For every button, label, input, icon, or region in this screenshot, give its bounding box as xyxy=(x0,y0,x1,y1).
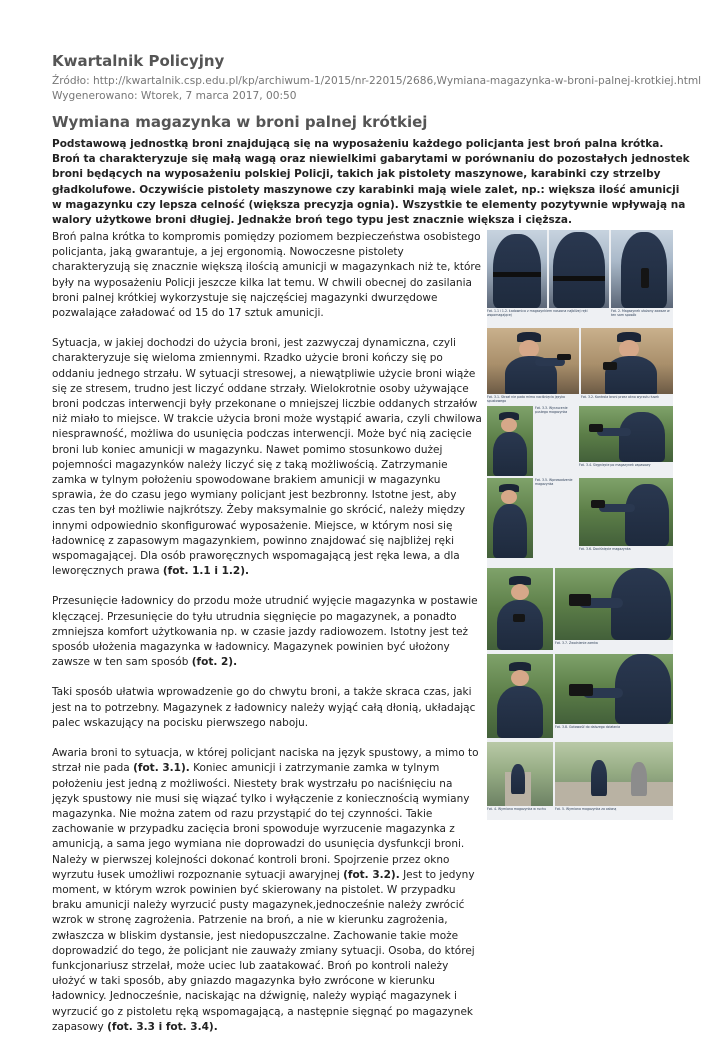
photo-step-wide-1 xyxy=(579,406,673,462)
article-title: Wymiana magazynka w broni palnej krótkiej xyxy=(52,113,428,131)
photo-ref-3: (fot. 3.1). xyxy=(133,762,190,775)
paragraph-5-text-b: Koniec amunicji i zatrzymanie zamka w tylnym położeniu jest jedną z możliwości. Niestety brak wystrzału po naciśnięciu na język spustowy nie musi się wiązać tylko i wyłączenie z koniecznością wymiany magazynka. Nie można zatem od razu przystąpić do tej czynności. Takie zachowanie w przypadku zacięcia broni spowoduje wyrzucenie magazynka z amunicją, a sama jego wymiana nie doprowadzi do usunięcia dysfunkcji broni. Należy w pierwszej kolejności dokonać kontroli broni. Spojrzenie przez okno wyrzutu łusek umożliwi rozpoznanie sytuacji awaryjnej xyxy=(52,762,470,881)
photo-outdoor-2 xyxy=(555,742,673,806)
source-url: Źródło: http://kwartalnik.csp.edu.pl/kp/archiwum-1/2015/nr-22015/2686,Wymiana-magazynka-w-broni-palnej-krotkiej.html xyxy=(52,75,702,87)
caption-11: Fot. 4. Wymiana magazynka w ruchu xyxy=(487,807,553,819)
caption-6: Fot. 3.4. Sięgnięcie po magazynek zapasowy xyxy=(579,463,673,475)
paragraph-5-text-c: Jest to jedyny moment, w którym wzrok powinien być skierowany na pistolet. W przypadku braku amunicji należy wyrzucić pusty magazynek,jednocześnie należy zwrócić wzrok w stronę zagrożenia. Patrzenie na broń, a nie w kierunku zagrożenia, zwłaszcza w bliskim dystansie, jest niedopuszczalne. Zachowanie takie może doprowadzić do tego, że policjant nie zauważy zmiany sytuacji. Osoba, do której funkcjonariusz strzelał, może uciec lub zaatakować. Broń po kontroli należy ułożyć w taki sposób, aby gniazdo magazynka było zwrócone w kierunku ładownicy. Jednocześnie, naciskając na dźwignię, należy wypiąć magazynek i wyrzucić go z pistoletu ręką wspomagającą, a następnie sięgnąć po magazynek zapasowy xyxy=(52,868,475,1033)
photo-step-small-2 xyxy=(487,478,533,558)
photo-ref-5: (fot. 3.3 i fot. 3.4). xyxy=(107,1020,218,1033)
photo-step-mid-2 xyxy=(487,654,553,738)
paragraph-3-text: Przesunięcie ładownicy do przodu może utrudnić wyjęcie magazynka w postawie klęczącej. Przesunięcie do tyłu utrudnia sięgnięcie po magazynek, a ponadto zmniejsza komfort użytkowania np. w czasie jazdy radiowozem. Istotny jest też sposób ułożenia magazynka w ładownicy. Magazynek powinien być ułożony zawsze w ten sam sposób xyxy=(52,595,478,669)
photo-ref-1: (fot. 1.1 i 1.2). xyxy=(162,565,250,578)
caption-5: Fot. 3.3. Wyrzucenie pustego magazynka xyxy=(535,406,577,476)
photo-aiming-2 xyxy=(581,328,673,394)
caption-4: Fot. 3.2. Kontrola broni przez okno wyrzutu łusek xyxy=(581,395,673,405)
caption-3: Fot. 3.1. Strzał nie pada mimo naciśnięcia języka spustowego xyxy=(487,395,579,405)
photo-closeup-1 xyxy=(555,568,673,640)
article-lead: Podstawową jednostką broni znajdującą się na wyposażeniu każdego policjanta jest broń palna krótka. Broń ta charakteryzuje się małą wagą oraz niewielkimi gabarytami w porównaniu do pozostałych jednostek broni będących na wyposażeniu polskiej Policji, takich jak pistolety maszynowe, karabinki czy strzelby gładkolufowe. Oczywiście pistolety maszynowe czy karabinki mają wiele zalet, np.: większa ilość amunicji w magazynku czy lepsza celność (większa precyzja ognia). Wszystkie te elementy pozytywnie wpływają na walory użytkowe broni długiej. Jednakże broń tego typu jest znacznie większa i cięższa. xyxy=(52,138,690,227)
caption-9: Fot. 3.7. Zwolnienie zamka xyxy=(555,641,673,651)
photo-step-mid-1 xyxy=(487,568,553,650)
caption-7: Fot. 3.5. Wprowadzenie magazynka xyxy=(535,478,577,558)
article-body xyxy=(52,230,482,1050)
photo-collage xyxy=(487,230,673,820)
photo-step-small-1 xyxy=(487,406,533,476)
photo-magazine-pouch xyxy=(611,230,673,308)
paragraph-5-text-a: Awaria broni to sytuacja, w której policjant naciska na język spustowy, a mimo to strzał nie pada xyxy=(52,747,479,775)
site-title: Kwartalnik Policyjny xyxy=(52,52,225,70)
caption-1: Fot. 1.1 i 1.2. Ładownica z magazynkiem noszona najbliżej ręki wspomagającej xyxy=(487,309,609,327)
paragraph-3 xyxy=(52,594,482,670)
caption-10: Fot. 3.8. Gotowość do dalszego działania xyxy=(555,725,673,737)
photo-aiming-1 xyxy=(487,328,579,394)
caption-12: Fot. 5. Wymiana magazynka za osłoną xyxy=(555,807,673,819)
photo-holster-2 xyxy=(549,230,609,308)
paragraph-2 xyxy=(52,336,482,579)
photo-ref-2: (fot. 2). xyxy=(191,656,238,669)
caption-8: Fot. 3.6. Dociśnięcie magazynka xyxy=(579,547,673,559)
generated-date: Wygenerowano: Wtorek, 7 marca 2017, 00:50 xyxy=(52,90,297,102)
photo-ref-4: (fot. 3.2). xyxy=(343,868,400,881)
photo-outdoor-1 xyxy=(487,742,553,806)
paragraph-2-text: Sytuacja, w jakiej dochodzi do użycia broni, jest zazwyczaj dynamiczna, czyli charakteryzuje się wieloma zmiennymi. Rzadko użycie broni kończy się po oddaniu jednego strzału. W sytuacji stresowej, a niewątpliwie użycie broni wiąże się ze stresem, trudno jest liczyć oddane strzały. Wielokrotnie osoby używające broni podczas interwencji były przekonane o mniejszej liczbie oddanych strzałów niż miało to miejsce. W trakcie użycia broni może wystąpić awaria, czyli chwilowa niesprawność, możliwa do usunięcia podczas interwencji. Może być nią zacięcie broni lub koniec amunicji w magazynku. Nawet pomimo stosunkowo dużej pojemności magazynków należy liczyć się z taką możliwością. Zatrzymanie zamka w tylnym położeniu spowodowane brakiem amunicji w magazynku sprawia, że do czasu jego wymiany policjant jest bezbronny. Istotne jest, aby czas ten był możliwie najkrótszy. Żeby maksymalnie go skrócić, należy między innymi odpowiednio skonfigurować wyposażenie. Miejsce, w którym nosi się ładownicę z zapasowym magazynkiem, powinno znajdować się najbliżej ręki wspomagającej. Dla osób praworęcznych wspomagającą jest ręka lewa, a dla leworęcznych prawa xyxy=(52,337,482,578)
paragraph-1: Broń palna krótka to kompromis pomiędzy poziomem bezpieczeństwa osobistego policjanta, jaką gwarantuje, a jej ergonomią. Nowoczesne pistolety charakteryzują się znacznie większą ilością amunicji w magazynkach niż te, które były na wyposażeniu Policji jeszcze kilka lat temu. W chwili obecnej do zasilania broni palnej krótkiej wykorzystuje się najczęściej magazynki dwurzędowe pozwalające załadować od 15 do 17 sztuk amunicji. xyxy=(52,231,481,320)
photo-closeup-2 xyxy=(555,654,673,724)
document-header xyxy=(52,52,702,104)
photo-step-wide-2 xyxy=(579,478,673,546)
photo-holster-1 xyxy=(487,230,547,308)
paragraph-4: Taki sposób ułatwia wprowadzenie go do chwytu broni, a także skraca czas, jaki jest na to potrzebny. Magazynek z ładownicy należy wyjąć całą dłonią, układając palec wskazujący na pocisku pierwszego naboju. xyxy=(52,686,476,729)
paragraph-5 xyxy=(52,746,482,1035)
caption-2: Fot. 2. Magazynek ułożony zawsze w ten sam sposób xyxy=(611,309,673,327)
